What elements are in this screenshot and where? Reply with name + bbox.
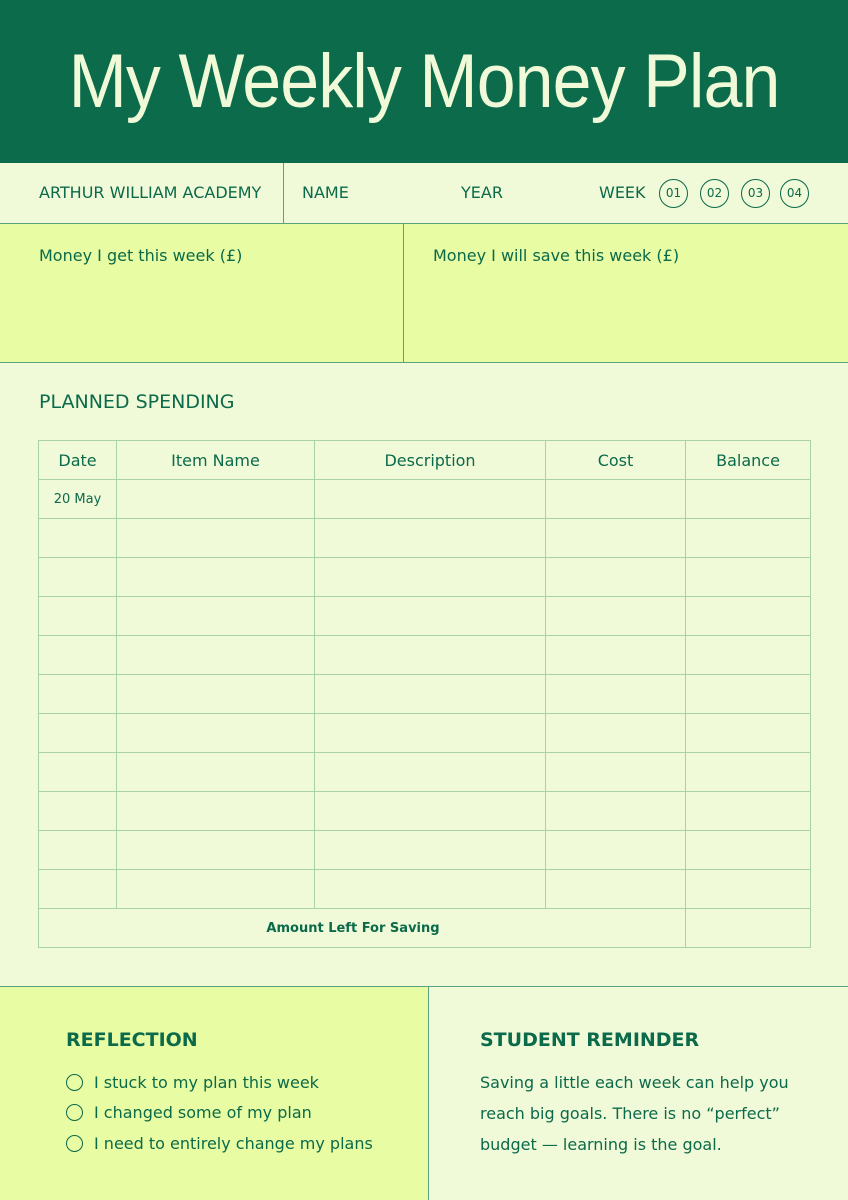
- column-header-date: Date: [39, 441, 117, 480]
- date-cell[interactable]: [39, 714, 117, 753]
- cost-cell[interactable]: [546, 870, 686, 909]
- table-header-row: [39, 441, 811, 480]
- balance-cell[interactable]: [686, 870, 811, 909]
- planned-spending-table: [38, 440, 811, 948]
- money-save-field[interactable]: [433, 276, 823, 352]
- amount-left-label: Amount Left For Saving: [39, 909, 686, 948]
- radio-circle-icon[interactable]: [66, 1104, 83, 1121]
- date-cell[interactable]: [39, 597, 117, 636]
- date-cell[interactable]: [39, 792, 117, 831]
- item-name-cell[interactable]: [117, 558, 315, 597]
- reflection-option-change-entirely[interactable]: [66, 1132, 373, 1154]
- cost-cell[interactable]: [546, 714, 686, 753]
- reflection-title: REFLECTION: [66, 1029, 198, 1051]
- amount-left-value-cell[interactable]: [686, 909, 811, 948]
- description-cell[interactable]: [315, 675, 546, 714]
- item-name-cell[interactable]: [117, 597, 315, 636]
- page-title: My Weekly Money Plan: [68, 39, 780, 124]
- radio-circle-icon[interactable]: [66, 1074, 83, 1091]
- cost-cell[interactable]: [546, 636, 686, 675]
- cost-cell[interactable]: [546, 831, 686, 870]
- money-get-field[interactable]: [39, 276, 389, 352]
- reflection-option-stuck[interactable]: [66, 1071, 319, 1093]
- money-save-label: Money I will save this week (£): [433, 246, 680, 265]
- reflection-option-changed[interactable]: [66, 1101, 312, 1123]
- planned-spending-title: PLANNED SPENDING: [39, 391, 235, 413]
- week-03-button[interactable]: 03: [741, 179, 770, 208]
- option-label: I need to entirely change my plans: [94, 1133, 373, 1153]
- week-02-button[interactable]: 02: [700, 179, 729, 208]
- date-cell[interactable]: [39, 558, 117, 597]
- description-cell[interactable]: [315, 558, 546, 597]
- table-row: [39, 753, 811, 792]
- date-cell[interactable]: [39, 831, 117, 870]
- table-row: [39, 597, 811, 636]
- item-name-cell[interactable]: [117, 792, 315, 831]
- date-cell[interactable]: 20 May: [39, 480, 117, 519]
- item-name-cell[interactable]: [117, 519, 315, 558]
- balance-cell[interactable]: [686, 519, 811, 558]
- description-cell[interactable]: [315, 519, 546, 558]
- date-cell[interactable]: [39, 870, 117, 909]
- item-name-cell[interactable]: [117, 831, 315, 870]
- column-header-description: Description: [315, 441, 546, 480]
- item-name-cell[interactable]: [117, 480, 315, 519]
- week-01-button[interactable]: 01: [659, 179, 688, 208]
- option-label: I changed some of my plan: [94, 1102, 312, 1122]
- reflection-box: [0, 986, 429, 1200]
- year-label: YEAR: [461, 183, 503, 202]
- table-row: [39, 792, 811, 831]
- student-reminder-box: [429, 986, 848, 1200]
- cost-cell[interactable]: [546, 792, 686, 831]
- description-cell[interactable]: [315, 480, 546, 519]
- cost-cell[interactable]: [546, 753, 686, 792]
- table-row: [39, 675, 811, 714]
- balance-cell[interactable]: [686, 714, 811, 753]
- description-cell[interactable]: [315, 870, 546, 909]
- item-name-cell[interactable]: [117, 714, 315, 753]
- description-cell[interactable]: [315, 753, 546, 792]
- description-cell[interactable]: [315, 636, 546, 675]
- week-label: WEEK: [599, 183, 646, 202]
- item-name-cell[interactable]: [117, 675, 315, 714]
- cost-cell[interactable]: [546, 597, 686, 636]
- header-banner: [0, 0, 848, 163]
- money-section: [0, 224, 848, 363]
- date-cell[interactable]: [39, 636, 117, 675]
- divider: [403, 224, 404, 362]
- date-cell[interactable]: [39, 753, 117, 792]
- description-cell[interactable]: [315, 714, 546, 753]
- table-row: [39, 480, 811, 519]
- cost-cell[interactable]: [546, 519, 686, 558]
- description-cell[interactable]: [315, 597, 546, 636]
- description-cell[interactable]: [315, 792, 546, 831]
- info-bar: [0, 163, 848, 224]
- item-name-cell[interactable]: [117, 870, 315, 909]
- item-name-cell[interactable]: [117, 753, 315, 792]
- reminder-title: STUDENT REMINDER: [480, 1029, 700, 1051]
- school-name: ARTHUR WILLIAM ACADEMY: [39, 183, 262, 202]
- table-row: [39, 870, 811, 909]
- column-header-item-name: Item Name: [117, 441, 315, 480]
- divider: [283, 163, 284, 223]
- table-row: [39, 831, 811, 870]
- table-row: [39, 636, 811, 675]
- cost-cell[interactable]: [546, 480, 686, 519]
- name-label: NAME: [302, 183, 349, 202]
- description-cell[interactable]: [315, 831, 546, 870]
- balance-cell[interactable]: [686, 558, 811, 597]
- balance-cell[interactable]: [686, 597, 811, 636]
- reminder-text: Saving a little each week can help you reach big goals. There is no “perfect” budget — learning is the goal.: [480, 1073, 789, 1154]
- column-header-cost: Cost: [546, 441, 686, 480]
- balance-cell[interactable]: [686, 792, 811, 831]
- item-name-cell[interactable]: [117, 636, 315, 675]
- balance-cell[interactable]: [686, 480, 811, 519]
- date-cell[interactable]: [39, 675, 117, 714]
- balance-cell[interactable]: [686, 831, 811, 870]
- table-row: [39, 714, 811, 753]
- balance-cell[interactable]: [686, 675, 811, 714]
- date-cell[interactable]: [39, 519, 117, 558]
- week-04-button[interactable]: 04: [780, 179, 809, 208]
- cost-cell[interactable]: [546, 675, 686, 714]
- table-row: [39, 558, 811, 597]
- cost-cell[interactable]: [546, 558, 686, 597]
- balance-cell[interactable]: [686, 636, 811, 675]
- column-header-balance: Balance: [686, 441, 811, 480]
- table-row: [39, 519, 811, 558]
- radio-circle-icon[interactable]: [66, 1135, 83, 1152]
- money-get-label: Money I get this week (£): [39, 246, 243, 265]
- balance-cell[interactable]: [686, 753, 811, 792]
- amount-left-row: [39, 909, 811, 948]
- option-label: I stuck to my plan this week: [94, 1072, 319, 1092]
